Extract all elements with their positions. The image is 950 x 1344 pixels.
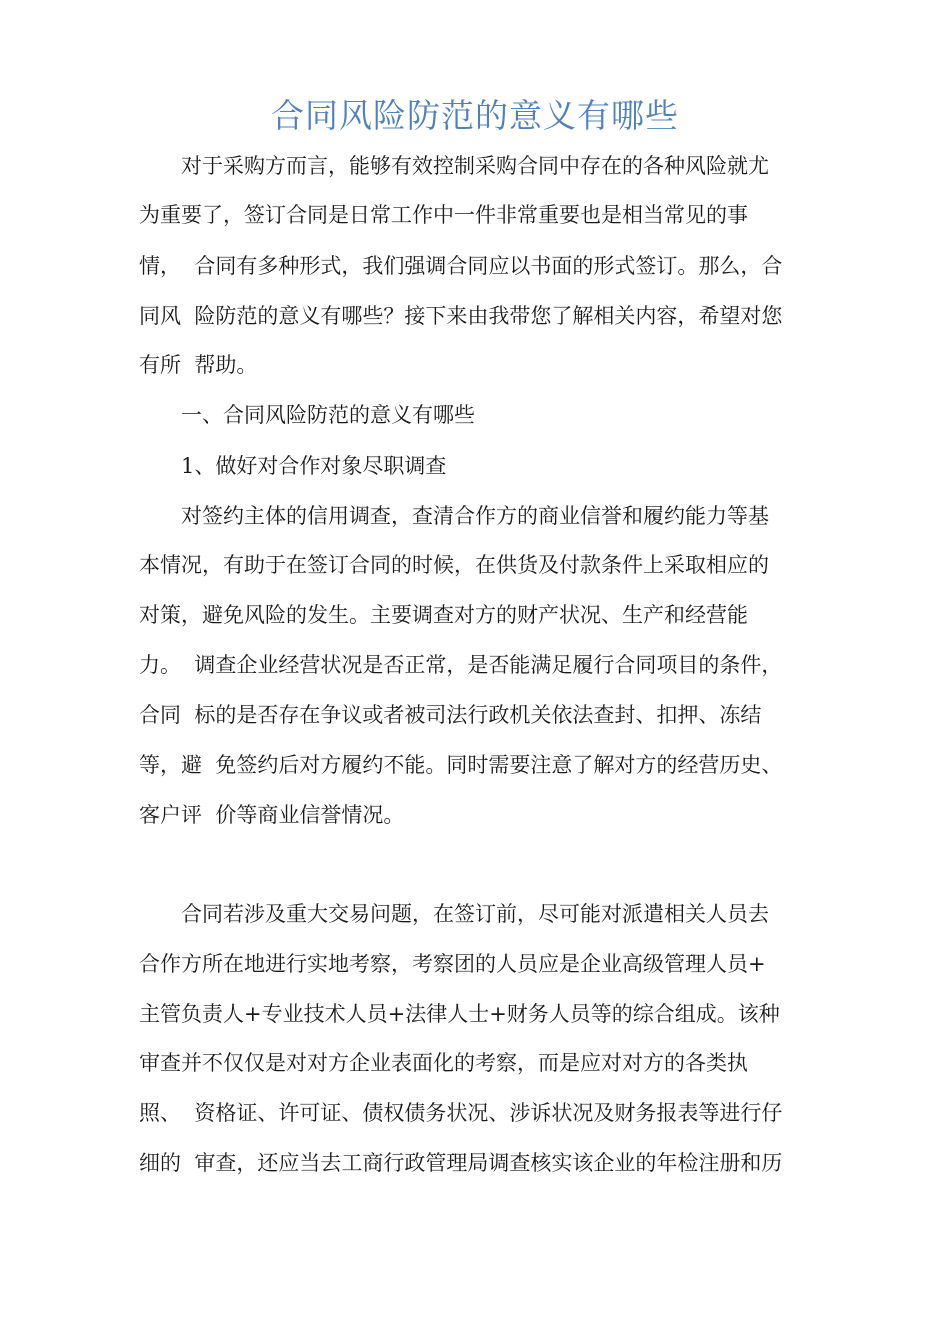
paragraph-line: 为重要了，签订合同是日常工作中一件非常重要也是相当常见的事 [139, 203, 748, 227]
paragraph-line: 同风 险防范的意义有哪些？接下来由我带您了解相关内容，希望对您 [139, 304, 783, 328]
paragraph-line: 对签约主体的信用调查，查清合作方的商业信誉和履约能力等基 [181, 504, 769, 528]
paragraph-line: 细的 审查，还应当去工商行政管理局调查核实该企业的年检注册和历 [139, 1151, 783, 1175]
paragraph-line: 对策，避免风险的发生。主要调查对方的财产状况、生产和经营能 [139, 603, 748, 627]
paragraph-line: 有所 帮助。 [139, 353, 258, 377]
paragraph-line: 合同若涉及重大交易问题，在签订前，尽可能对派遣相关人员去 [181, 902, 769, 926]
paragraph-line: 客户评 价等商业信誉情况。 [139, 803, 405, 827]
document-title: 合同风险防范的意义有哪些 [271, 96, 679, 135]
paragraph-line: 审查并不仅仅是对对方企业表面化的考察，而是应对对方的各类执 [139, 1051, 748, 1075]
paragraph-line: 本情况，有助于在签订合同的时候，在供货及付款条件上采取相应的 [139, 553, 769, 577]
paragraph-line: 对于采购方而言，能够有效控制采购合同中存在的各种风险就尤 [181, 154, 769, 178]
subsection-heading: 1、做好对合作对象尽职调查 [181, 454, 447, 478]
section-heading: 一、合同风险防范的意义有哪些 [181, 403, 475, 427]
paragraph-line: 主管负责人+专业技术人员+法律人士+财务人员等的综合组成。该种 [139, 1002, 780, 1026]
paragraph-line: 情， 合同有多种形式，我们强调合同应以书面的形式签订。那么，合 [139, 254, 783, 278]
paragraph-line: 照、 资格证、许可证、债权债务状况、涉诉状况及财务报表等进行仔 [139, 1101, 783, 1125]
paragraph-line: 力。 调查企业经营状况是否正常，是否能满足履行合同项目的条件， [139, 653, 783, 677]
paragraph-line: 合同 标的是否存在争议或者被司法行政机关依法查封、扣押、冻结 [139, 703, 762, 727]
paragraph-line: 合作方所在地进行实地考察，考察团的人员应是企业高级管理人员+ [139, 952, 766, 976]
paragraph-line: 等，避 免签约后对方履约不能。同时需要注意了解对方的经营历史、 [139, 753, 783, 777]
